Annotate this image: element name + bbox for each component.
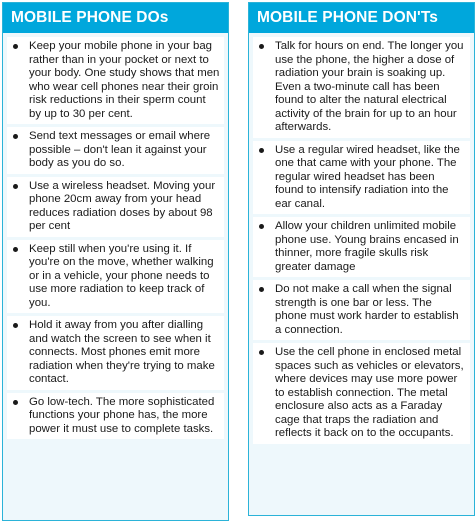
item-text: Send text messages or email where possible – don't lean it against your body as you do so. — [29, 130, 211, 169]
bullet-icon — [259, 350, 264, 355]
bullet-icon — [259, 148, 264, 153]
item-text: Use a wireless headset. Moving your phone 20cm away from your head reduces radiation doses by about 98 per cent — [29, 179, 216, 232]
donts-title: MOBILE PHONE DON'Ts — [249, 3, 474, 33]
bullet-icon — [13, 400, 18, 405]
bullet-icon — [13, 134, 18, 139]
bullet-icon — [13, 44, 18, 49]
item-text: Use the cell phone in enclosed metal spaces such as vehicles or elevators, where devices may use more power to establish connection. The metal enclosure also acts as a Faraday cage that traps the radiation and reflects it back on to the occupants. — [275, 346, 464, 439]
list-item — [7, 393, 224, 440]
item-text: Hold it away from you after dialling and watch the screen to see when it connects. Most phones emit more radiation when they're trying to make contact. — [29, 319, 215, 385]
list-item — [7, 37, 224, 124]
bullet-icon — [259, 44, 264, 49]
item-text: Keep your mobile phone in your bag rather than in your pocket or next to your body. One study shows that men who wear cell phones near their groin risk reductions in their sperm count by up to 30 per cent. — [29, 40, 220, 120]
item-text: Talk for hours on end. The longer you use the phone, the higher a dose of radiation your brain is soaking up. Even a two-minute call has been found to alter the natural electrical activity of the brain for up to an hour afterwards. — [275, 40, 464, 133]
item-text: Allow your children unlimited mobile phone use. Young brains encased in thinner, more fragile skulls risk greater damage — [275, 220, 459, 273]
list-item — [253, 343, 470, 444]
list-item — [253, 37, 470, 138]
dos-panel — [2, 2, 229, 521]
bullet-icon — [259, 287, 264, 292]
bullet-icon — [13, 323, 18, 328]
item-text: Use a regular wired headset, like the one that came with your phone. The regular wired headset has been found to intensify radiation into the ear canal. — [275, 143, 460, 210]
donts-list — [249, 33, 474, 444]
list-item — [7, 316, 224, 390]
bullet-icon — [259, 224, 264, 229]
list-item — [7, 127, 224, 174]
donts-panel — [248, 2, 475, 516]
item-text: Do not make a call when the signal strength is one bar or less. The phone must work harder to establish a connection. — [275, 283, 459, 336]
list-item — [7, 240, 224, 314]
dos-title: MOBILE PHONE DOs — [3, 3, 228, 33]
list-item — [7, 177, 224, 237]
bullet-icon — [13, 247, 18, 252]
list-item — [253, 217, 470, 277]
bullet-icon — [13, 184, 18, 189]
item-text: Keep still when you're using it. If you're on the move, whether walking or in a vehicle, your phone needs to use more radiation to keep track of you. — [29, 242, 214, 309]
item-text: Go low-tech. The more sophisticated functions your phone has, the more power it must use to complete tasks. — [29, 395, 215, 435]
dos-list — [3, 33, 228, 439]
list-item — [253, 141, 470, 215]
list-item — [253, 280, 470, 340]
